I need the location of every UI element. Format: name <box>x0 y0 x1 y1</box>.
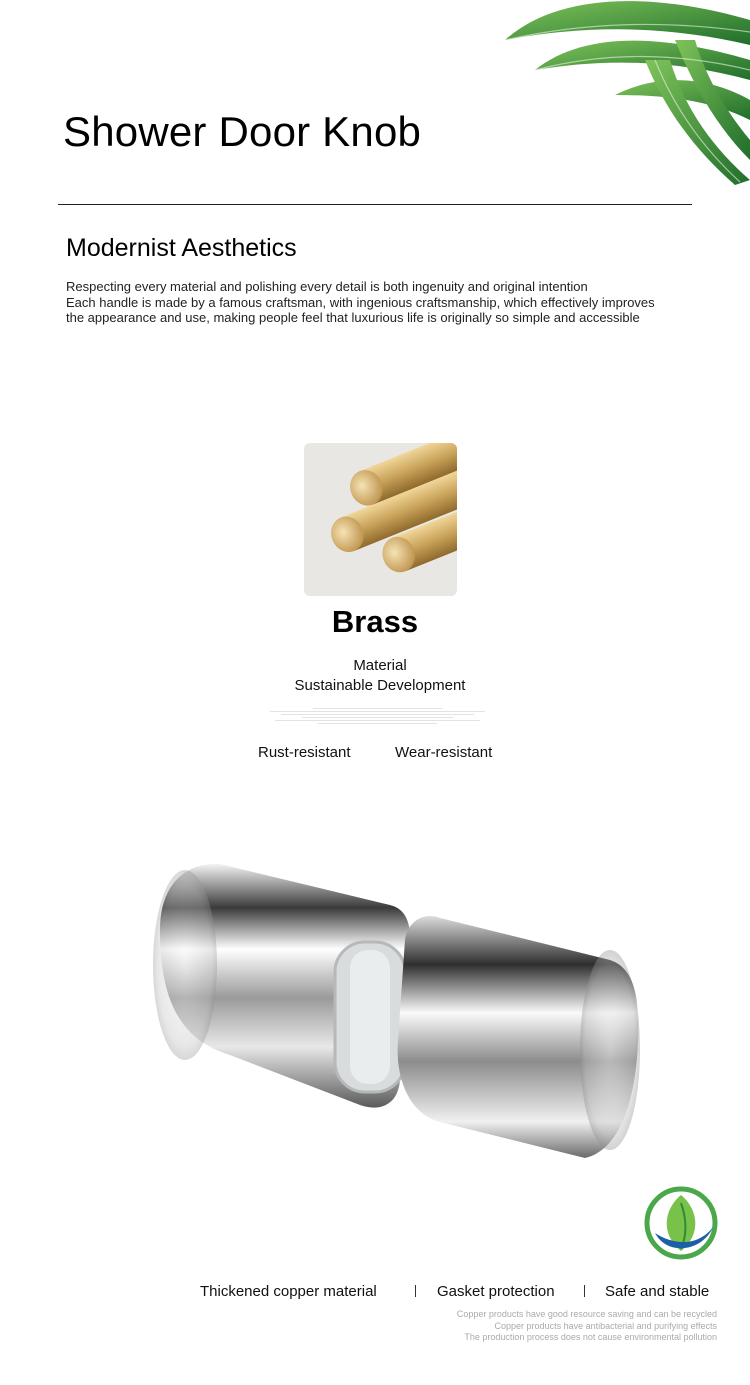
brass-rods-image <box>304 443 457 596</box>
eco-notes <box>457 1309 717 1344</box>
feature-safe-stable: Safe and stable <box>605 1283 710 1300</box>
section-heading: Modernist Aesthetics <box>66 234 297 262</box>
note-line-3: The production process does not cause environmental pollution <box>464 1332 717 1342</box>
feature-gasket-protection: Gasket protection <box>437 1283 555 1300</box>
divider <box>58 204 692 205</box>
intro-line-2: Each handle is made by a famous craftsman, with ingenious craftsmanship, which effectively improves <box>66 294 655 310</box>
feature-rust-resistant: Rust-resistant <box>258 744 351 761</box>
feature-thickened-copper: Thickened copper material <box>200 1283 377 1300</box>
material-line-2: Sustainable Development <box>294 677 466 694</box>
intro-line-1: Respecting every material and polishing every detail is both ingenuity and original intention <box>66 279 588 294</box>
material-description <box>0 656 750 696</box>
feature-wear-resistant: Wear-resistant <box>395 744 493 761</box>
palm-leaf-icon <box>495 0 750 190</box>
intro-text <box>66 279 706 326</box>
shower-door-knob-image <box>140 850 660 1180</box>
note-line-1: Copper products have good resource saving and can be recycled <box>456 1309 717 1319</box>
material-line-1: Material <box>353 657 407 674</box>
intro-line-3: the appearance and use, making people feel that luxurious life is originally so simple and accessible <box>66 310 640 325</box>
separator <box>415 1285 416 1297</box>
material-name: Brass <box>331 604 419 639</box>
faint-text-block <box>270 706 485 728</box>
note-line-2: Copper products have antibacterial and purifying effects <box>494 1320 717 1331</box>
page-title: Shower Door Knob <box>63 108 422 155</box>
separator <box>584 1285 585 1297</box>
eco-leaf-icon <box>643 1185 719 1261</box>
